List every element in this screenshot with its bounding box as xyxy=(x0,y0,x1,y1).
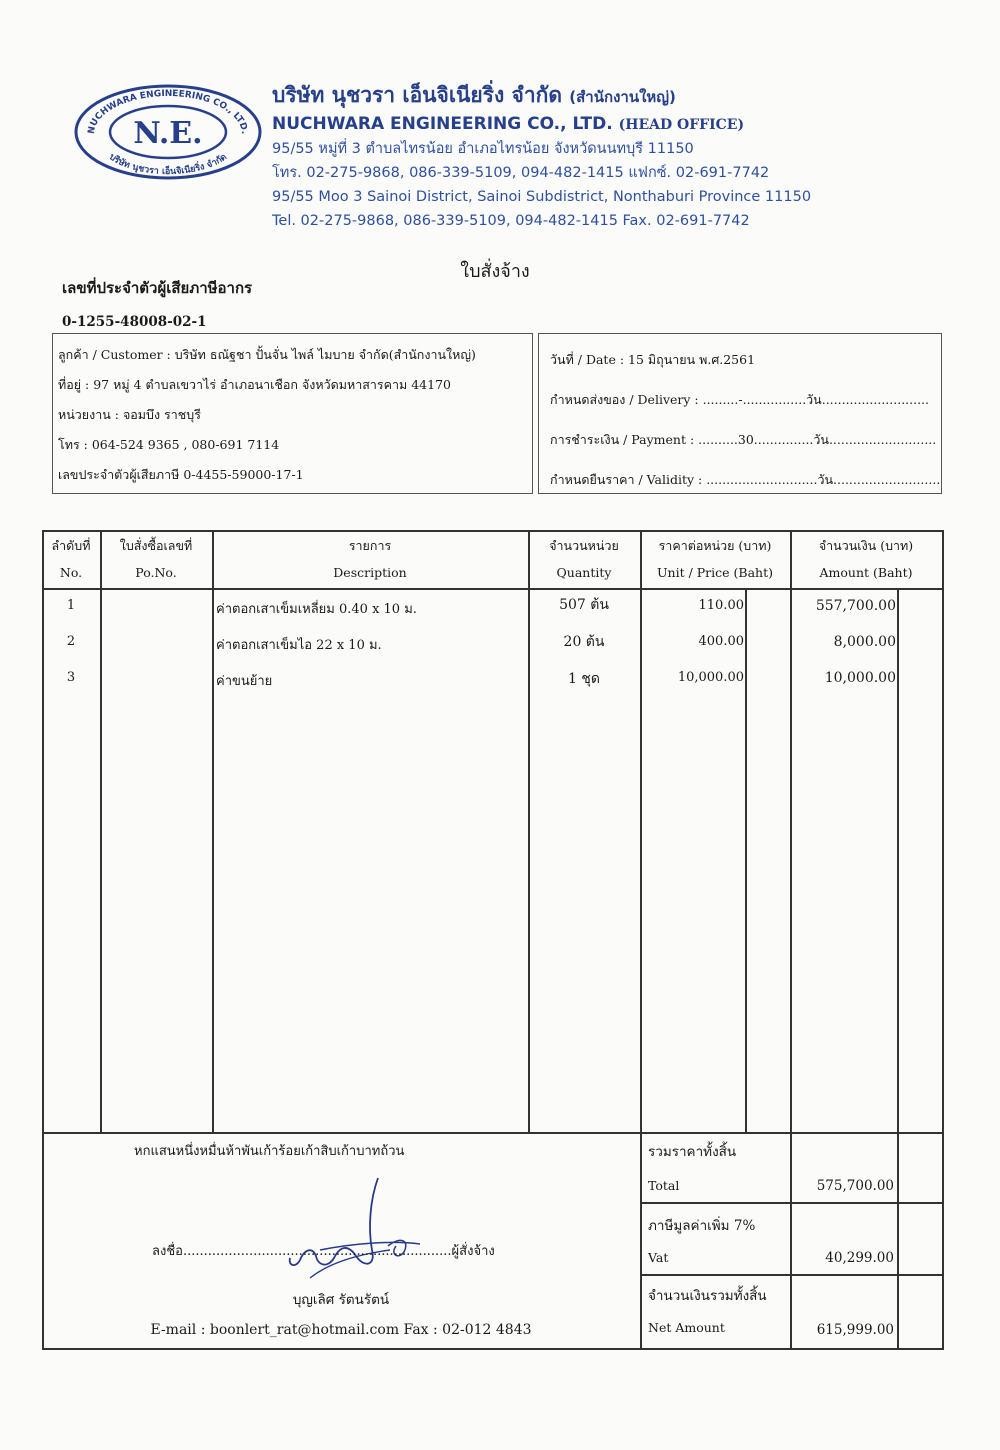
vat-label-en: Vat xyxy=(648,1250,669,1265)
total-value: 575,700.00 xyxy=(816,1178,894,1194)
customer-tax-id: เลขประจำตัวผู้เสียภาษี 0-4455-59000-17-1 xyxy=(58,467,304,482)
svg-text:N.E.: N.E. xyxy=(133,116,203,151)
customer-info-box xyxy=(52,333,533,494)
total-label-en: Total xyxy=(648,1178,680,1193)
order-date: วันที่ / Date : 15 มิถุนายน พ.ศ.2561 xyxy=(550,352,756,367)
header-po-en: Po.No. xyxy=(135,565,177,580)
net-label-en: Net Amount xyxy=(648,1320,725,1335)
header-unit-price-en: Unit / Price (Baht) xyxy=(657,565,773,580)
terms-box xyxy=(538,333,942,494)
header-po-th: ใบสั่งซื้อเลขที่ xyxy=(119,538,193,553)
signature-icon xyxy=(260,1170,430,1280)
signature-line: ลงชื่อ.................................................................ผู้สั่งจ้าง xyxy=(152,1244,495,1259)
address-en: 95/55 Moo 3 Sainoi District, Sainoi Subdistrict, Nonthaburi Province 11150 xyxy=(272,189,812,205)
total-label-th: รวมราคาทั้งสิ้น xyxy=(648,1144,737,1160)
tax-id-label: เลขที่ประจำตัวผู้เสียภาษีอากร xyxy=(62,279,253,297)
customer-phone: โทร : 064-524 9365 , 080-691 7114 xyxy=(58,437,280,452)
row-2-amount: 8,000.00 xyxy=(833,634,896,650)
row-3-description: ค่าขนย้าย xyxy=(216,674,273,689)
tax-id: 0-1255-48008-02-1 xyxy=(62,314,207,330)
signer-name: บุญเลิศ รัตนรัตน์ xyxy=(292,1292,390,1308)
validity-term: กำหนดยืนราคา / Validity : ............................วัน........................... xyxy=(550,472,941,487)
row-1-unit-price: 110.00 xyxy=(698,598,744,613)
letterhead xyxy=(272,80,912,233)
company-thai-branch: (สำนักงานใหญ่) xyxy=(569,88,676,106)
delivery-term: กำหนดส่งของ / Delivery : .........-................วัน........................... xyxy=(550,392,930,407)
contact-info: E-mail : boonlert_rat@hotmail.com Fax : 02-012 4843 xyxy=(150,1322,532,1338)
row-3-no: 3 xyxy=(66,670,76,685)
header-quantity-en: Quantity xyxy=(556,565,612,580)
row-2-quantity: 20 ต้น xyxy=(563,634,605,650)
net-label-th: จำนวนเงินรวมทั้งสิ้น xyxy=(648,1288,767,1304)
header-description-th: รายการ xyxy=(348,538,392,553)
vat-value: 40,299.00 xyxy=(825,1250,894,1266)
row-2-description: ค่าตอกเสาเข็มไอ 22 x 10 ม. xyxy=(216,638,382,653)
header-description-en: Description xyxy=(333,565,407,580)
header-quantity-th: จำนวนหน่วย xyxy=(549,538,619,553)
customer-address: ที่อยู่ : 97 หมู่ 4 ตำบลเขวาไร่ อำเภอนาเชือก จังหวัดมหาสารคาม 44170 xyxy=(58,377,451,392)
svg-text:บริษัท นุชวรา เอ็นจิเนียริ่ง จ: บริษัท นุชวรา เอ็นจิเนียริ่ง จำกัด xyxy=(107,152,229,178)
items-table xyxy=(42,530,944,1350)
row-1-description: ค่าตอกเสาเข็มเหลี่ยม 0.40 x 10 ม. xyxy=(216,602,417,617)
company-name-en: NUCHWARA ENGINEERING CO., LTD. (HEAD OFFICE) xyxy=(272,114,745,134)
company-name-thai: บริษัท นุชวรา เอ็นจิเนียริ่ง จำกัด (สำนักงานใหญ่) xyxy=(272,83,676,107)
row-2-no: 2 xyxy=(66,634,76,649)
company-logo-icon xyxy=(72,82,264,182)
customer-site: หน่วยงาน : จอมบึง ราชบุรี xyxy=(58,407,201,422)
phone-thai: โทร. 02-275-9868, 086-339-5109, 094-482-1415 แฟกซ์. 02-691-7742 xyxy=(272,165,770,181)
header-no-en: No. xyxy=(59,565,83,580)
row-2-unit-price: 400.00 xyxy=(698,634,744,649)
header-unit-price-th: ราคาต่อหน่วย (บาท) xyxy=(658,538,772,553)
row-3-unit-price: 10,000.00 xyxy=(677,670,744,685)
company-en-branch: (HEAD OFFICE) xyxy=(618,117,745,133)
customer-name: ลูกค้า / Customer : บริษัท ธณัฐชา ปั้นจั่น ไพล์ ไมบาย จำกัด(สำนักงานใหญ่) xyxy=(58,347,476,362)
svg-text:NUCHWARA ENGINEERING CO., LTD.: NUCHWARA ENGINEERING CO., LTD. xyxy=(86,88,250,135)
address-thai: 95/55 หมู่ที่ 3 ตำบลไทรน้อย อำเภอไทรน้อย จังหวัดนนทบุรี 11150 xyxy=(272,141,694,157)
phone-en: Tel. 02-275-9868, 086-339-5109, 094-482-1415 Fax. 02-691-7742 xyxy=(272,213,750,229)
row-3-amount: 10,000.00 xyxy=(824,670,896,686)
header-amount-en: Amount (Baht) xyxy=(819,565,913,580)
header-no-th: ลำดับที่ xyxy=(51,538,91,553)
document-title: ใบสั่งจ้าง xyxy=(460,261,530,282)
net-value: 615,999.00 xyxy=(816,1322,894,1338)
row-3-quantity: 1 ชุด xyxy=(568,671,600,687)
row-1-quantity: 507 ต้น xyxy=(559,597,609,613)
row-1-amount: 557,700.00 xyxy=(815,598,896,614)
row-1-no: 1 xyxy=(66,598,76,613)
header-amount-th: จำนวนเงิน (บาท) xyxy=(818,538,914,553)
payment-term: การชำระเงิน / Payment : ..........30...............วัน........................... xyxy=(550,432,937,447)
vat-label-th: ภาษีมูลค่าเพิ่ม 7% xyxy=(648,1218,756,1234)
amount-in-words: หกแสนหนึ่งหมื่นห้าพันเก้าร้อยเก้าสิบเก้าบาทถ้วน xyxy=(134,1144,405,1159)
